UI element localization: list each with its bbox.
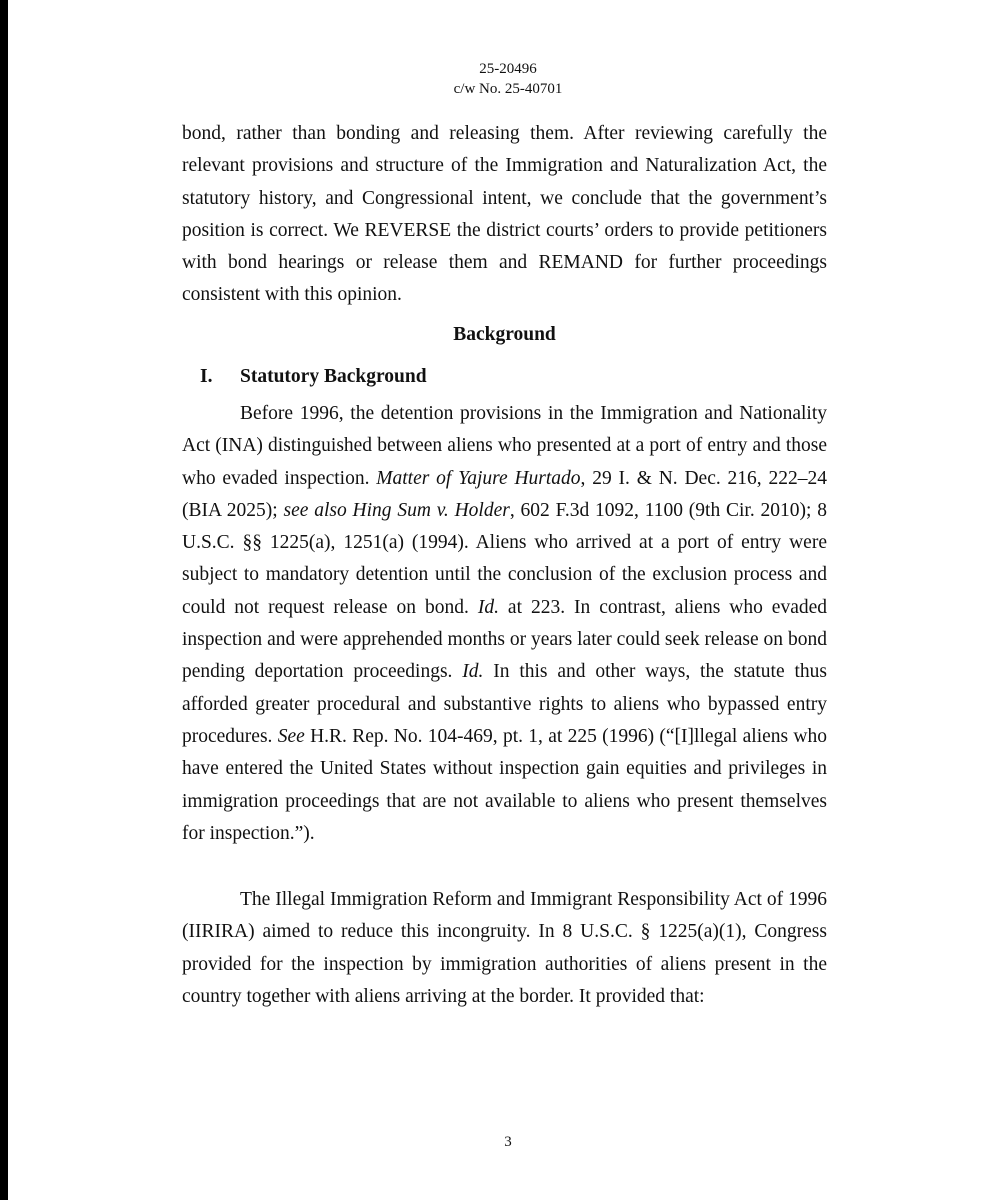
citation-see: See — [277, 725, 305, 747]
paragraph-2-text: The Illegal Immigration Reform and Immigrant Responsibility Act of 1996 (IIRIRA) aimed to reduce this incongruity. In 8 U.S.C. § 1225(a)(1), Congress provided for the inspection by immigration authorities of aliens present in the country together with aliens arriving at the border. It provided that: — [182, 889, 827, 1007]
section-heading-background: Background — [453, 324, 556, 345]
p1-sentence-3: , 602 F.3d 1092, 1100 (9th Cir. 2010); 8 U.S.C. §§ 1225(a), 1251(a) (1994). Aliens who arrived at a port of entry were subject to mandatory detention until the conclusion of the exclusion process and could not request release on bond. — [182, 499, 827, 618]
p1-sentence-5: In this and other ways, the statute thus afforded greater procedural and substantive rights to aliens who bypassed entry procedures. — [182, 661, 827, 747]
case-number: 25-20496 — [479, 61, 537, 77]
statutory-background-paragraph — [182, 398, 827, 850]
subsection-number: I. — [200, 366, 213, 387]
citation-id-2: Id. — [462, 661, 484, 683]
p1-sentence-6: H.R. Rep. No. 104-469, pt. 1, at 225 (1996) (“[I]llegal aliens who have entered the United States without inspection gain equities and privileges in immigration proceedings that are not available to aliens who present themselves for inspection.”). — [182, 725, 827, 844]
subsection-title: Statutory Background — [240, 366, 427, 387]
intro-paragraph-text: bond, rather than bonding and releasing them. After reviewing carefully the relevant provisions and structure of the Immigration and Naturalization Act, the statutory history, and Congressional intent, we conclude that the government’s position is correct. We REVERSE the district courts’ orders to provide petitioners with bond hearings or release them and REMAND for further proceedings consistent with this opinion. — [182, 123, 827, 306]
paragraph-1-text — [182, 398, 827, 850]
citation-id-1: Id. — [477, 596, 499, 618]
p1-sentence-2: , 29 I. & N. Dec. 216, 222–24 (BIA 2025); — [182, 467, 827, 521]
citation-hing-sum-v-holder: see also Hing Sum v. Holder — [283, 499, 510, 521]
page-number: 3 — [504, 1134, 512, 1150]
document-page — [8, 0, 1008, 1200]
iirira-paragraph — [182, 884, 827, 1013]
p1-sentence-4: at 223. In contrast, aliens who evaded inspection and were apprehended months or years later could seek release on bond pending deportation proceedings. — [182, 596, 828, 683]
consolidated-case-number: c/w No. 25-40701 — [453, 81, 563, 97]
subsection-heading — [200, 365, 427, 389]
p1-sentence-1: Before 1996, the detention provisions in the Immigration and Nationality Act (INA) distinguished between aliens who presented at a port of entry and those who evaded inspection. — [182, 403, 827, 489]
citation-matter-of-yajure-hurtado: Matter of Yajure Hurtado — [376, 467, 581, 489]
intro-paragraph — [182, 118, 827, 312]
